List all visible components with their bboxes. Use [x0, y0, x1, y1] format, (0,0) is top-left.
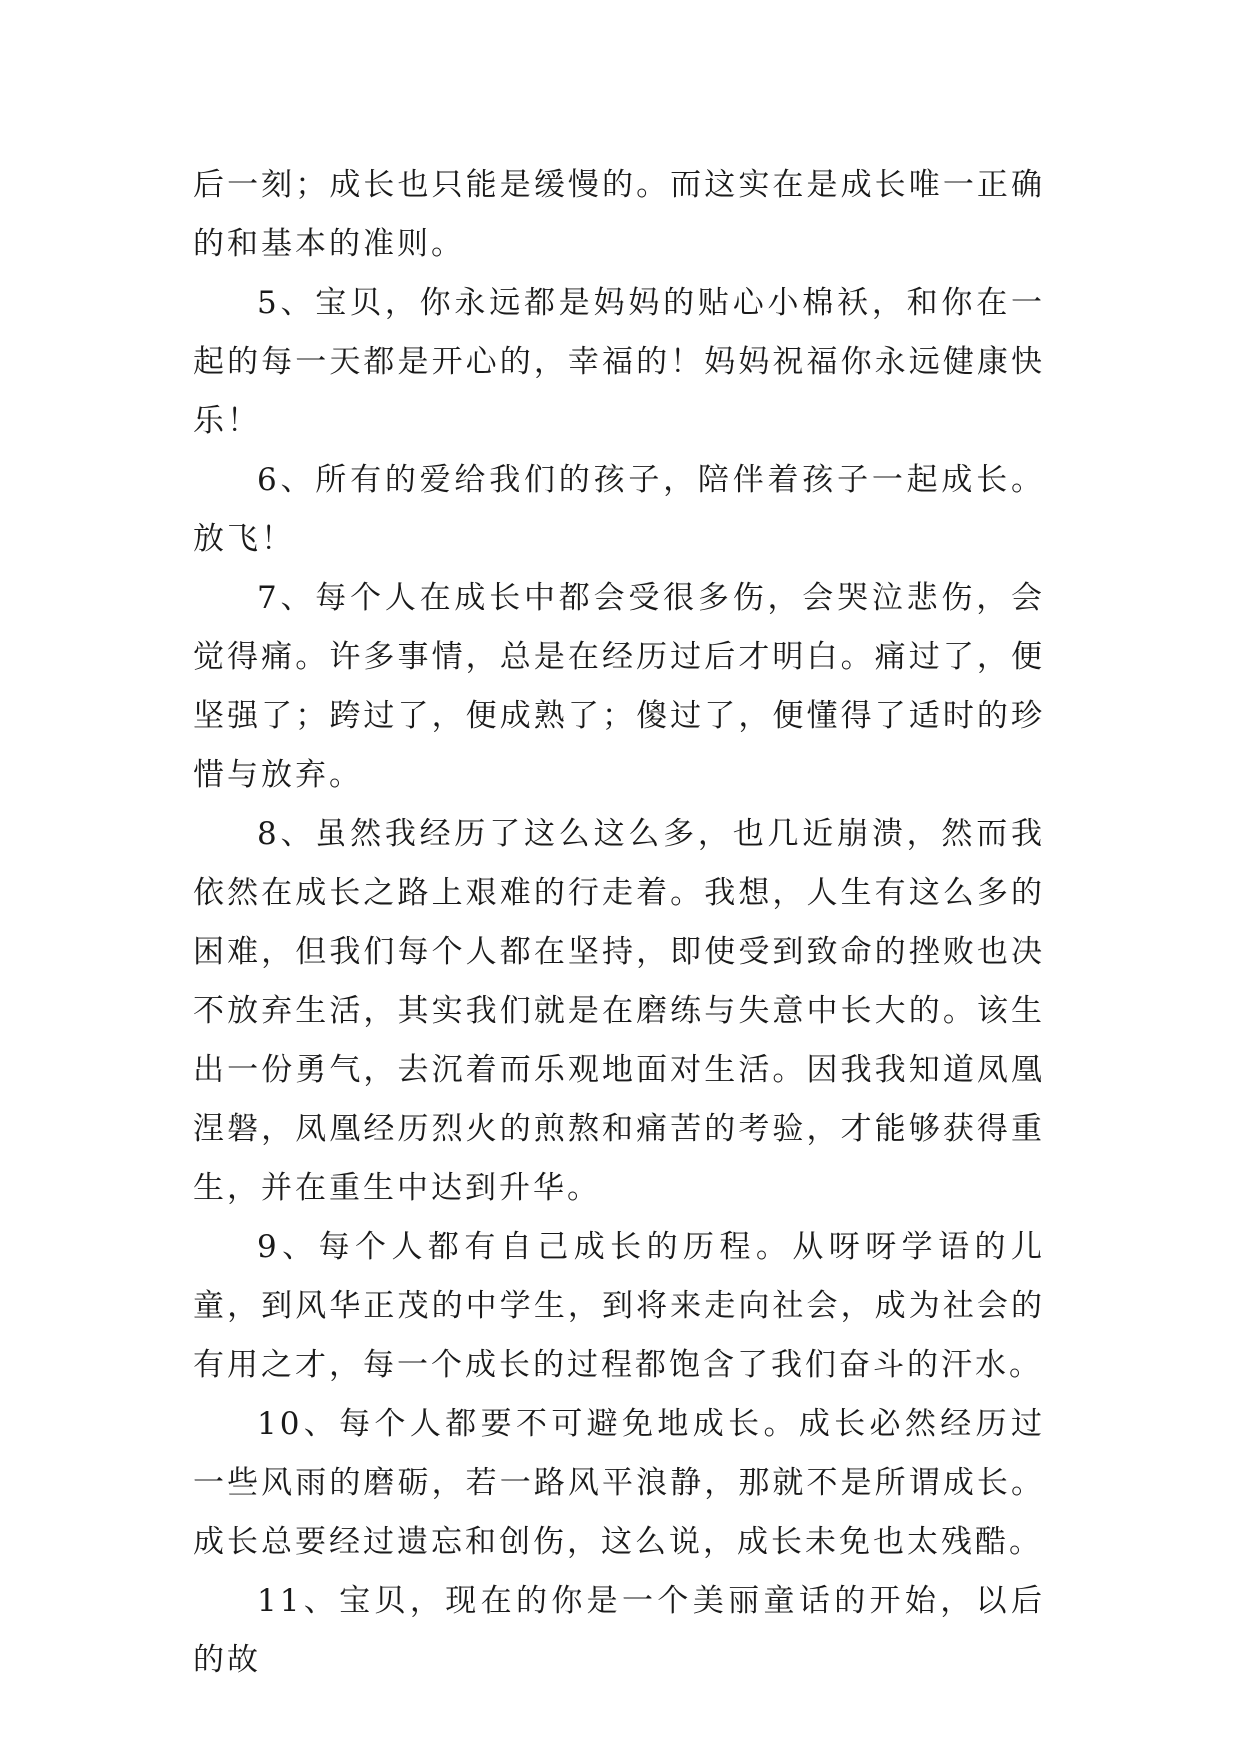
document-body	[193, 156, 1045, 1690]
paragraph-item-6: 6、所有的爱给我们的孩子，陪伴着孩子一起成长。放飞！	[193, 462, 1045, 557]
paragraph-item-7: 7、每个人在成长中都会受很多伤，会哭泣悲伤，会觉得痛。许多事情，总是在经历过后才明白。痛过了，便坚强了；跨过了，便成熟了；傻过了，便懂得了适时的珍惜与放弃。	[193, 580, 1045, 793]
paragraph-item-8: 8、虽然我经历了这么这么多，也几近崩溃，然而我依然在成长之路上艰难的行走着。我想，人生有这么多的困难，但我们每个人都在坚持，即使受到致命的挫败也决不放弃生活，其实我们就是在磨练与失意中长大的。该生出一份勇气，去沉着而乐观地面对生活。因我我知道凤凰涅磐，凤凰经历烈火的煎熬和痛苦的考验，才能够获得重生，并在重生中达到升华。	[193, 816, 1045, 1206]
paragraph-continuation: 后一刻；成长也只能是缓慢的。而这实在是成长唯一正确的和基本的准则。	[193, 167, 1045, 262]
paragraph-item-9: 9、每个人都有自己成长的历程。从呀呀学语的儿童，到风华正茂的中学生，到将来走向社会，成为社会的有用之才，每一个成长的过程都饱含了我们奋斗的汗水。	[193, 1229, 1045, 1383]
paragraph-item-5: 5、宝贝，你永远都是妈妈的贴心小棉袄，和你在一起的每一天都是开心的，幸福的！妈妈祝福你永远健康快乐！	[193, 285, 1045, 439]
paragraph-item-10: 10、每个人都要不可避免地成长。成长必然经历过一些风雨的磨砺，若一路风平浪静，那就不是所谓成长。成长总要经过遗忘和创伤，这么说，成长未免也太残酷。	[193, 1406, 1045, 1560]
paragraph-item-11: 11、宝贝，现在的你是一个美丽童话的开始，以后的故	[193, 1583, 1045, 1678]
